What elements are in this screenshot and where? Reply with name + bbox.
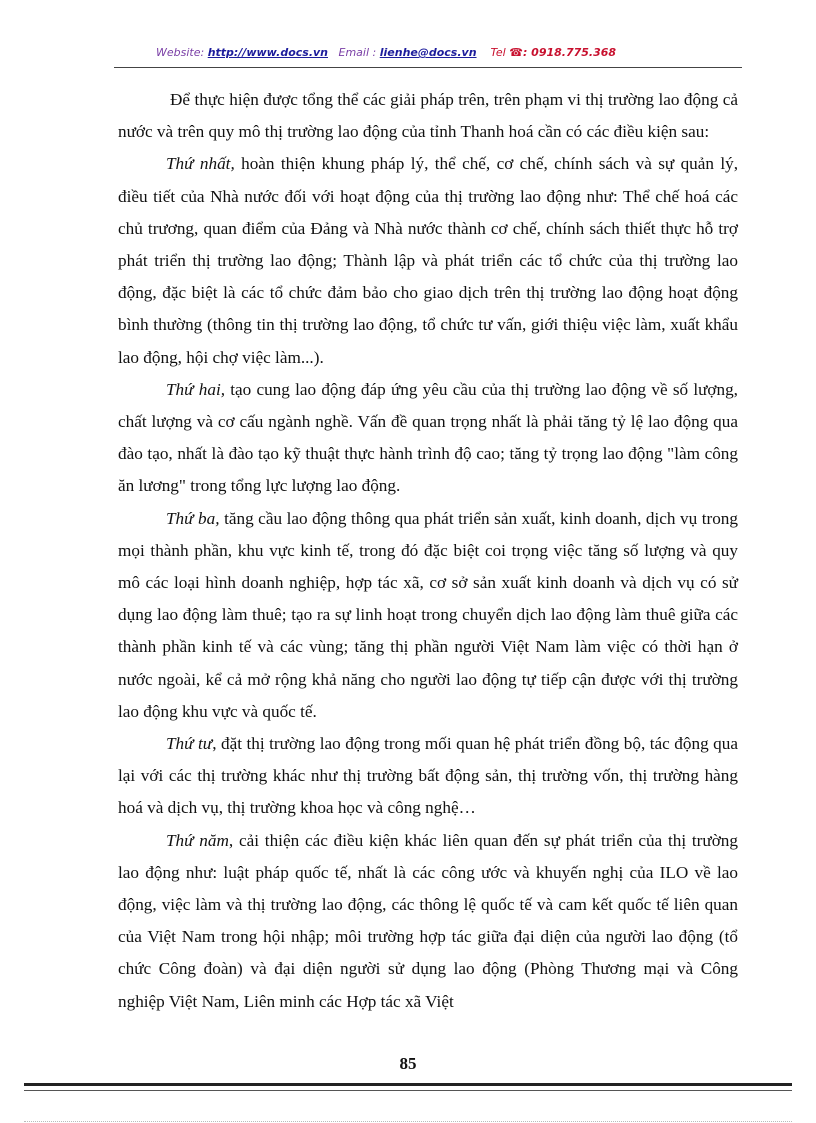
- paragraph-lead: Thứ hai,: [166, 379, 226, 399]
- page-number: 85: [399, 1054, 417, 1073]
- website-label: Website: [156, 46, 201, 59]
- paragraph-lead: Thứ năm: [166, 830, 229, 850]
- tel-label: Tel: [490, 46, 506, 59]
- header-divider: [114, 67, 742, 68]
- document-body: [118, 84, 738, 1018]
- paragraph-intro: Để thực hiện được tổng thể các giải pháp trên, trên phạm vi thị trường lao động cả nước và trên quy mô thị trường lao động của tỉnh Thanh hoá cần có các điều kiện sau:: [118, 90, 738, 142]
- phone-icon: ☎: [509, 46, 523, 59]
- paragraph-lead: Thứ nhất,: [166, 154, 235, 174]
- footer-divider: [24, 1083, 792, 1086]
- email-label: Email :: [338, 46, 377, 59]
- paragraph-lead: Thứ tư: [166, 734, 213, 754]
- paragraph-first: Thứ nhất, hoàn thiện khung pháp lý, thể chế, cơ chế, chính sách và sự quản lý, điều tiết của Nhà nước đối với hoạt động của thị trường lao động như: Thể chế hoá các chủ trương, quan điểm của Đảng và Nhà nước thành cơ chế, chính sách thiết thực hỗ trợ phát triển thị trường lao động; Thành lập và phát triển các tổ chức của thị trường lao động, đặc biệt là các tổ chức đảm bảo cho giao dịch trên thị trường lao động hoạt động bình thường (thông tin thị trường lao động, tổ chức tư vấn, giới thiệu việc làm, xuất khẩu lao động, hội chợ việc làm...).: [118, 154, 738, 367]
- page-bottom-border: [24, 1121, 792, 1122]
- paragraph-lead: Thứ ba,: [166, 508, 220, 528]
- email-link[interactable]: lienhe@docs.vn: [379, 46, 477, 59]
- tel-number: 0918.775.368: [531, 46, 617, 59]
- paragraph-third: Thứ ba, tăng cầu lao động thông qua phát triển sản xuất, kinh doanh, dịch vụ trong mọi thành phần, khu vực kinh tế, trong đó đặc biệt coi trọng việc tăng số lượng và quy mô các loại hình doanh nghiệp, hợp tác xã, cơ sở sản xuất kinh doanh và dịch vụ có sử dụng lao động làm thuê; tạo ra sự linh hoạt trong chuyển dịch lao động làm thuê giữa các thành phần kinh tế và các vùng; tăng thị phần người Việt Nam làm việc có thời hạn ở nước ngoài, kể cả mở rộng khả năng cho người lao động tự tiếp cận được với thị trường lao động khu vực và quốc tế.: [118, 508, 738, 721]
- footer-divider-thin: [24, 1090, 792, 1091]
- paragraph-fourth: Thứ tư, đặt thị trường lao động trong mối quan hệ phát triển đồng bộ, tác động qua lại với các thị trường khác như thị trường bất động sản, thị trường vốn, thị trường hàng hoá và dịch vụ, thị trường khoa học và công nghệ…: [118, 734, 738, 818]
- paragraph-second: Thứ hai, tạo cung lao động đáp ứng yêu cầu của thị trường lao động về số lượng, chất lượng và cơ cấu ngành nghề. Vấn đề quan trọng nhất là phải tăng tỷ lệ lao động qua đào tạo, nhất là đào tạo kỹ thuật thực hành trình độ cao; tăng tỷ trọng lao động "làm công ăn lương" trong tổng lực lượng lao động.: [118, 379, 738, 496]
- website-link[interactable]: http://www.docs.vn: [207, 46, 328, 59]
- page-header: Website: http://www.docs.vn Email : lienhe@docs.vn Tel ☎: 0918.775.368: [156, 46, 617, 59]
- paragraph-fifth: Thứ năm, cải thiện các điều kiện khác liên quan đến sự phát triển của thị trường lao động như: luật pháp quốc tế, nhất là các công ước và khuyến nghị của ILO về lao động, việc làm và thị trường lao động, các thông lệ quốc tế và cam kết quốc tế liên quan của Việt Nam trong hội nhập; môi trường hợp tác giữa đại diện của người lao động (tổ chức Công đoàn) và đại diện người sử dụng lao động (Phòng Thương mại và Công nghiệp Việt Nam, Liên minh các Hợp tác xã Việt: [118, 830, 738, 1011]
